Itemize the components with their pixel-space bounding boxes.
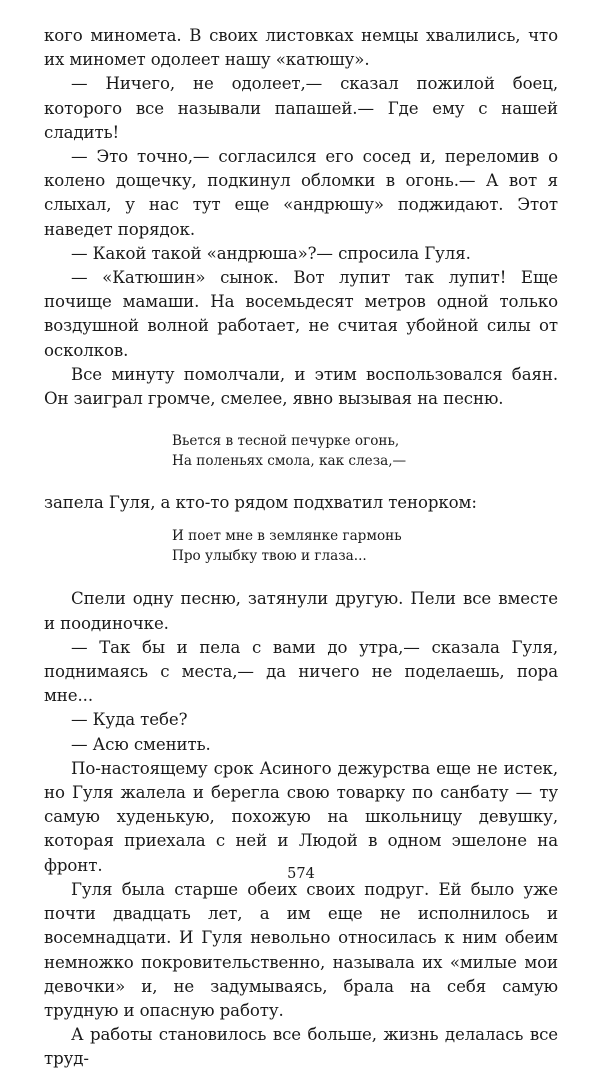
paragraph-bayan: Все минуту помолчали, и этим воспользовался баян. Он заиграл громче, смелее, явно вызывая на песню. (44, 364, 558, 409)
poem-line: Про улыбку твою и глаза... (172, 548, 367, 565)
paragraph-dialogue-gulya-question: — Какой такой «андрюша»?— спросила Гуля. (71, 243, 471, 263)
spacer (44, 515, 558, 526)
paragraph-continuation: кого миномета. В своих листовках немцы хвалились, что их миномет одолеет нашу «катюшу». (44, 26, 558, 70)
paragraph-dialogue-relieve-asya: — Асю сменить. (71, 734, 211, 754)
paragraph-dialogue-neighbor: — Это точно,— согласился его сосед и, переломив о колено дощечку, подкинул обломки в огонь.— А вот я слыхал, у нас тут еще «андрюшу» поджидают. Этот наведет порядок. (44, 147, 558, 239)
book-page (44, 24, 558, 1069)
paragraph-sang-songs: Спели одну песню, затянули другую. Пели все вместе и поодиночке. (44, 589, 558, 633)
page-number: 574 (287, 866, 315, 882)
poem-line: И поет мне в землянке гармонь (172, 528, 402, 545)
paragraph-middle-line: запела Гуля, а кто-то рядом подхватил тенорком: (44, 493, 477, 513)
paragraph-gulya-older: Гуля была старше обеих своих подруг. Ей было уже почти двадцать лет, а им еще не исполнилось и восемнадцати. И Гуля невольно относилась к ним обеим немножко покровительственно, называла их «милые мои девочки» и, не задумываясь, брала на себя самую трудную и опасную работу. (44, 879, 558, 1020)
paragraph-more-work: А работы становилось все больше, жизнь делалась все труд- (44, 1025, 558, 1069)
spacer (44, 566, 558, 587)
poem-line: На поленьях смола, как слеза,— (172, 453, 407, 470)
poem-stanza-2 (44, 526, 558, 566)
paragraph-dialogue-papasha: — Ничего, не одолеет,— сказал пожилой боец, которого все называли папашей.— Где ему с нашей сладить! (44, 74, 558, 142)
paragraph-asya-duty: По-настоящему срок Асиного дежурства еще не истек, но Гуля жалела и берегла свою товарку по санбату — ту самую худенькую, похожую на школьницу девушку, которая приехала с ней и Людой в одном эшелоне на фронт. (44, 758, 558, 875)
spacer (44, 471, 558, 491)
paragraph-dialogue-gulya-leaving: — Так бы и пела с вами до утра,— сказала Гуля, поднимаясь с места,— да ничего не поделаешь, пора мне... (44, 637, 558, 706)
paragraph-dialogue-katyusha-son: — «Катюшин» сынок. Вот лупит так лупит! Еще почище мамаши. На восемьдесят метров одной только воздушной волной работает, не считая убойной силы от осколков. (44, 268, 558, 360)
poem-stanza-1 (44, 431, 558, 471)
paragraph-dialogue-where: — Куда тебе? (71, 710, 188, 730)
poem-line: Вьется в тесной печурке огонь, (172, 433, 400, 450)
spacer (44, 411, 558, 431)
